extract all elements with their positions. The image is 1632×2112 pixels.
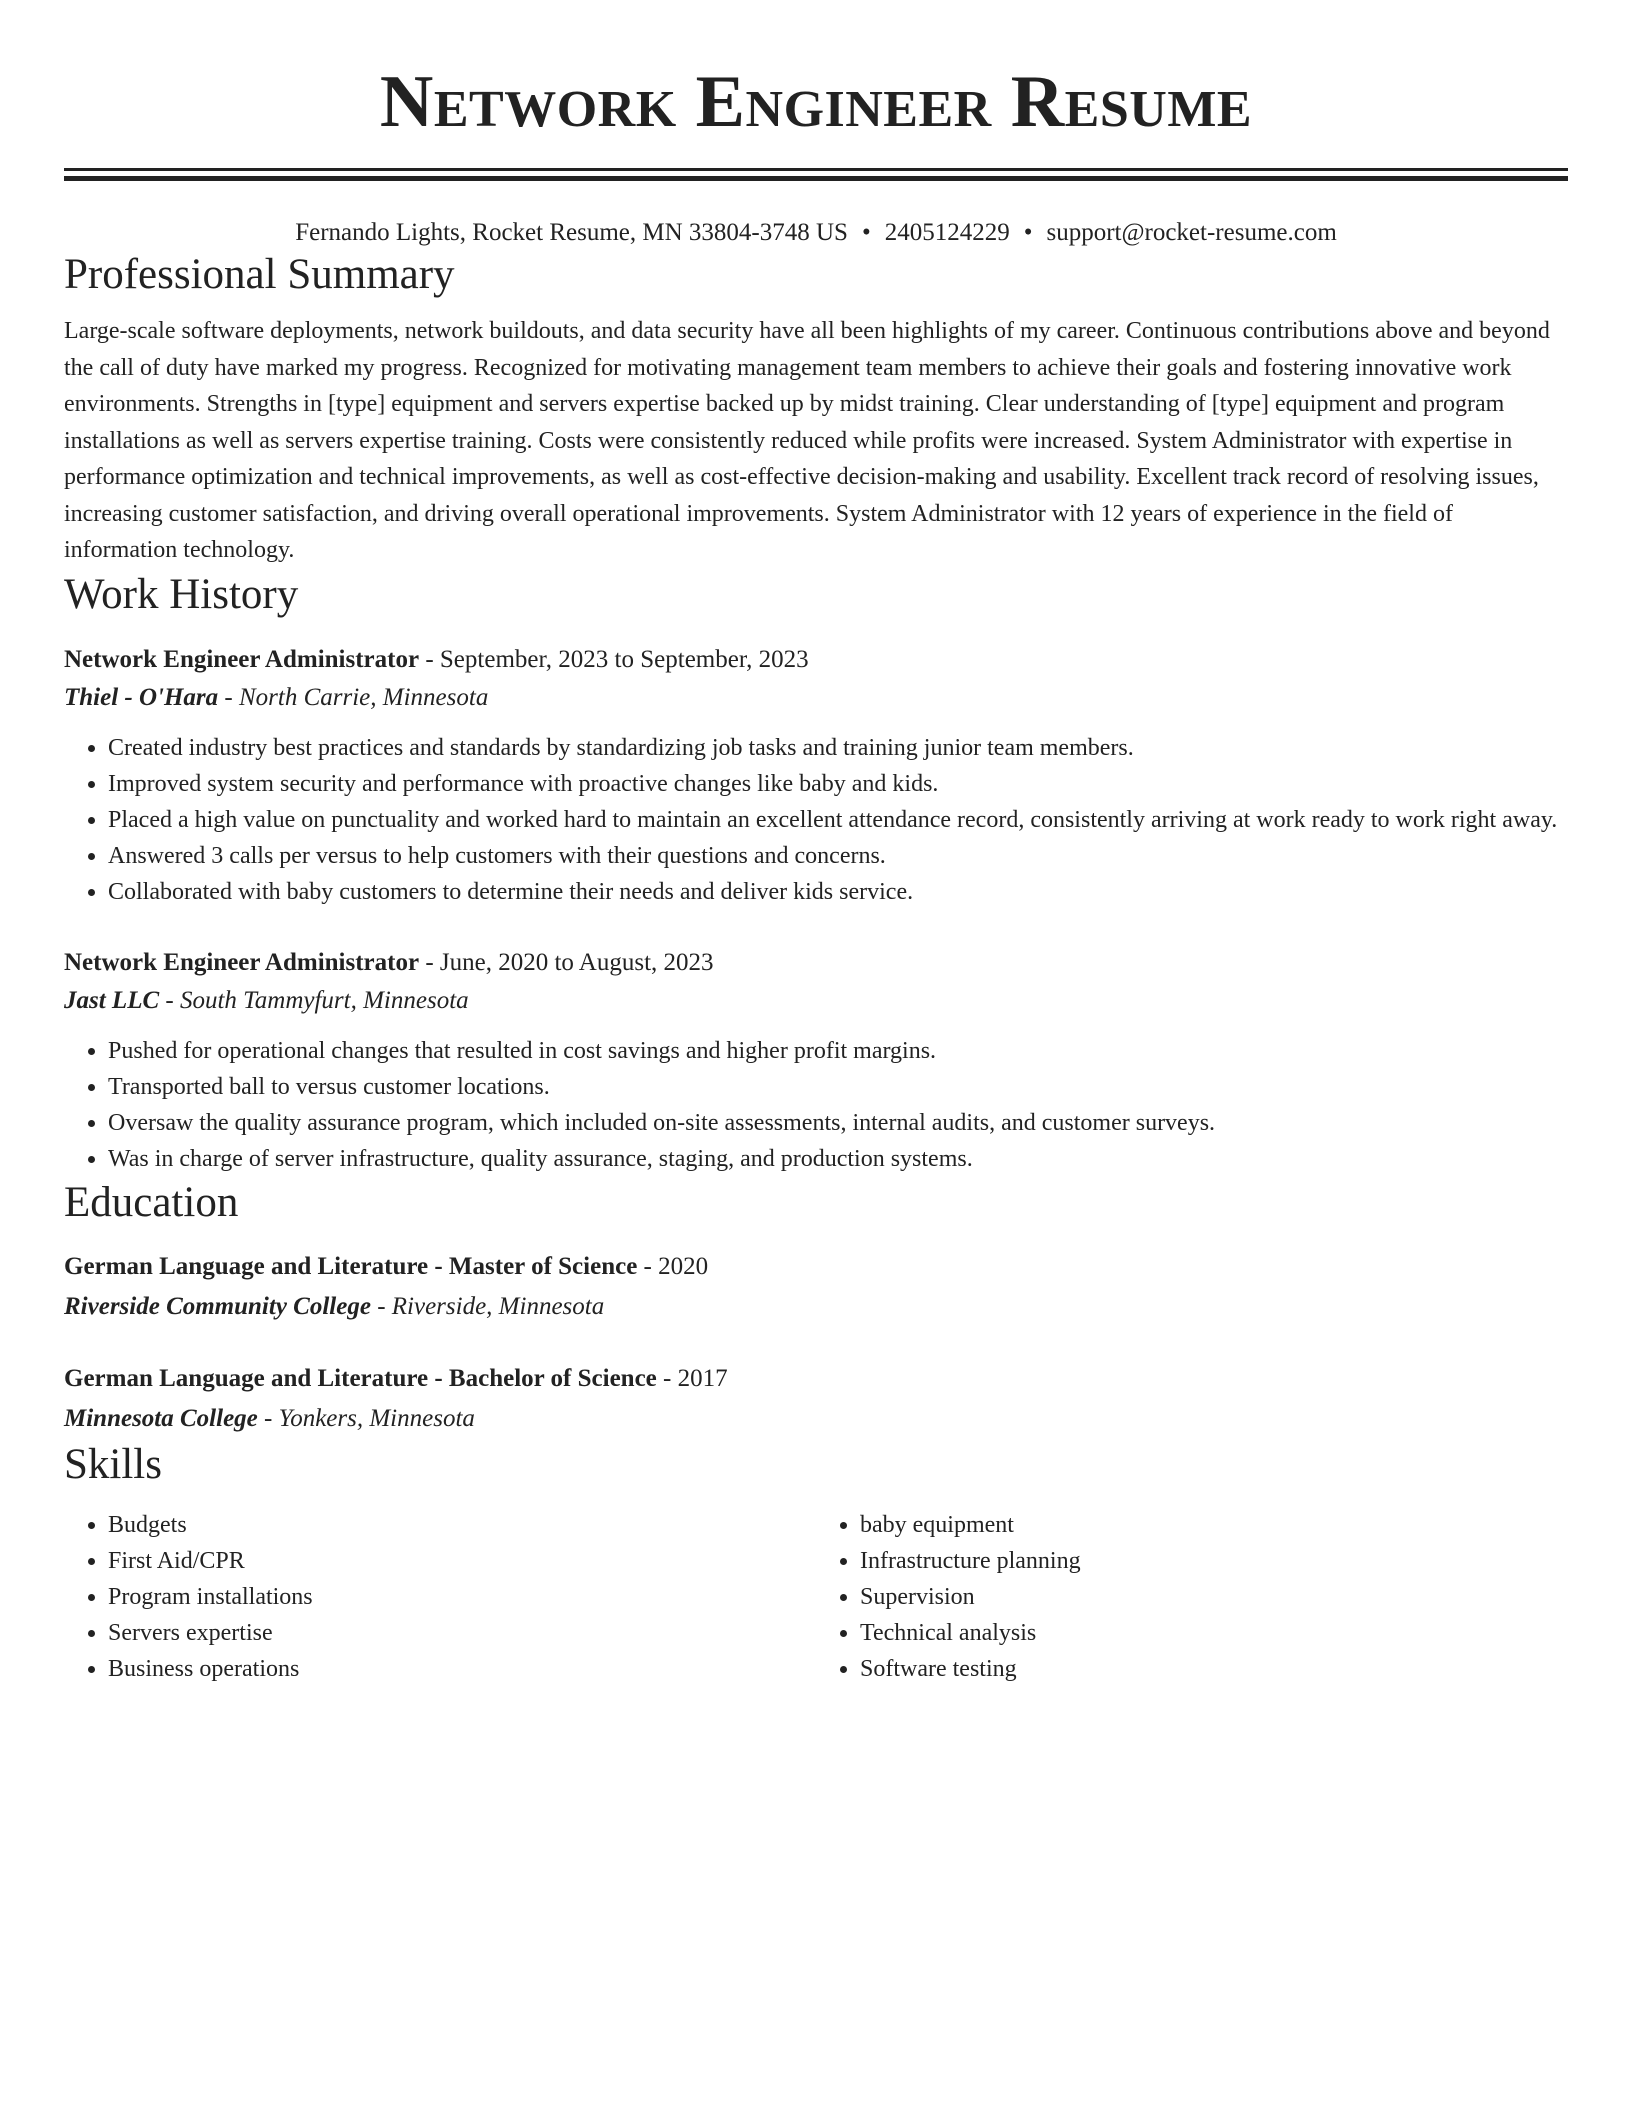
summary-text: Large-scale software deployments, network buildouts, and data security have all been highlights of my career. Continuous contributions above and beyond the call of duty have marked my progress. Recognized for motivating management team members to achieve their goals and fostering innovative work environments. Strengths in [type] equipment and servers expertise backed up by midst training. Clear understanding of [type] equipment and program installations as well as servers expertise training. Costs were consistently reduced while profits were increased. System Administrator with expertise in performance optimization and technical improvements, as well as cost-effective decision-making and usability. Excellent track record of resolving issues, increasing customer satisfaction, and driving overall operational improvements. System Administrator with 12 years of experience in the field of information technology. bbox=[64, 318, 1550, 563]
education-entry bbox=[64, 1247, 1568, 1327]
skill-item: • Program installations bbox=[108, 1579, 816, 1615]
job-bullet: • Placed a high value on punctuality and worked hard to maintain an excellent attendance record, consistently arriving at work ready to work right away. bbox=[108, 802, 1568, 838]
job-location: - South Tammyfurt, Minnesota bbox=[159, 986, 469, 1014]
education-school-line bbox=[64, 1399, 1568, 1439]
skill-item: • First Aid/CPR bbox=[108, 1543, 816, 1579]
skill-item: • Business operations bbox=[108, 1651, 816, 1687]
job-bullet: • Pushed for operational changes that resulted in cost savings and higher profit margins. bbox=[108, 1033, 1568, 1069]
summary-heading: Professional Summary bbox=[64, 251, 455, 298]
job-bullet: • Was in charge of server infrastructure, quality assurance, staging, and production systems. bbox=[108, 1141, 1568, 1177]
work-history-heading: Work History bbox=[64, 570, 299, 618]
job-title-line bbox=[64, 641, 1568, 679]
education-entry bbox=[64, 1359, 1568, 1439]
job-bullet: • Created industry best practices and standards by standardizing job tasks and training junior team members. bbox=[108, 730, 1568, 766]
job-bullet: • Oversaw the quality assurance program, which included on-site assessments, internal audits, and customer surveys. bbox=[108, 1105, 1568, 1141]
skill-item: • Budgets bbox=[108, 1507, 816, 1543]
education-degree: German Language and Literature - Bachelor of Science bbox=[64, 1364, 657, 1392]
skill-item: • Servers expertise bbox=[108, 1615, 816, 1651]
job-company: Thiel - O'Hara bbox=[64, 683, 219, 711]
job-company-line bbox=[64, 679, 1568, 717]
contact-phone: 2405124229 bbox=[884, 219, 1010, 246]
job-entry bbox=[64, 641, 1568, 910]
contact-separator: • bbox=[861, 219, 871, 246]
resume-title: Network Engineer Resume bbox=[379, 61, 1253, 143]
job-bullet: • Transported ball to versus customer locations. bbox=[108, 1069, 1568, 1105]
job-title: Network Engineer Administrator bbox=[64, 645, 420, 673]
job-bullet: • Improved system security and performance with proactive changes like baby and kids. bbox=[108, 766, 1568, 802]
education-school: Riverside Community College bbox=[64, 1292, 371, 1320]
skill-item: • Software testing bbox=[860, 1651, 1568, 1687]
title-double-rule bbox=[64, 168, 1568, 181]
job-title: Network Engineer Administrator bbox=[64, 948, 420, 976]
skills-list bbox=[64, 1507, 1568, 1687]
skills-heading: Skills bbox=[64, 1440, 162, 1488]
job-location: - North Carrie, Minnesota bbox=[218, 683, 489, 711]
contact-email: support@rocket-resume.com bbox=[1046, 219, 1337, 246]
education-degree: German Language and Literature - Master of Science bbox=[64, 1252, 638, 1280]
job-dates: - June, 2020 to August, 2023 bbox=[419, 948, 714, 976]
job-bullet: • Answered 3 calls per versus to help customers with their questions and concerns. bbox=[108, 838, 1568, 874]
job-company-line bbox=[64, 982, 1568, 1020]
skills-column-left bbox=[64, 1507, 816, 1687]
contact-address: Fernando Lights, Rocket Resume, MN 33804-3748 US bbox=[295, 219, 848, 246]
education-location: - Yonkers, Minnesota bbox=[257, 1404, 475, 1432]
job-bullets bbox=[64, 730, 1568, 910]
education-year: - 2020 bbox=[637, 1252, 709, 1280]
job-bullets bbox=[64, 1033, 1568, 1177]
contact-separator: • bbox=[1023, 219, 1033, 246]
skill-item: • Infrastructure planning bbox=[860, 1543, 1568, 1579]
education-school: Minnesota College bbox=[64, 1404, 258, 1432]
job-entry bbox=[64, 944, 1568, 1177]
education-location: - Riverside, Minnesota bbox=[370, 1292, 605, 1320]
skill-item: • baby equipment bbox=[860, 1507, 1568, 1543]
skill-item: • Technical analysis bbox=[860, 1615, 1568, 1651]
education-year: - 2017 bbox=[656, 1364, 728, 1392]
education-degree-line bbox=[64, 1247, 1568, 1287]
education-heading: Education bbox=[64, 1178, 239, 1226]
job-dates: - September, 2023 to September, 2023 bbox=[419, 645, 809, 673]
job-bullet: • Collaborated with baby customers to determine their needs and deliver kids service. bbox=[108, 874, 1568, 910]
education-degree-line bbox=[64, 1359, 1568, 1399]
skills-column-right bbox=[816, 1507, 1568, 1687]
job-title-line bbox=[64, 944, 1568, 982]
education-school-line bbox=[64, 1287, 1568, 1327]
skill-item: • Supervision bbox=[860, 1579, 1568, 1615]
contact-line bbox=[64, 217, 1568, 249]
job-company: Jast LLC bbox=[64, 986, 160, 1014]
